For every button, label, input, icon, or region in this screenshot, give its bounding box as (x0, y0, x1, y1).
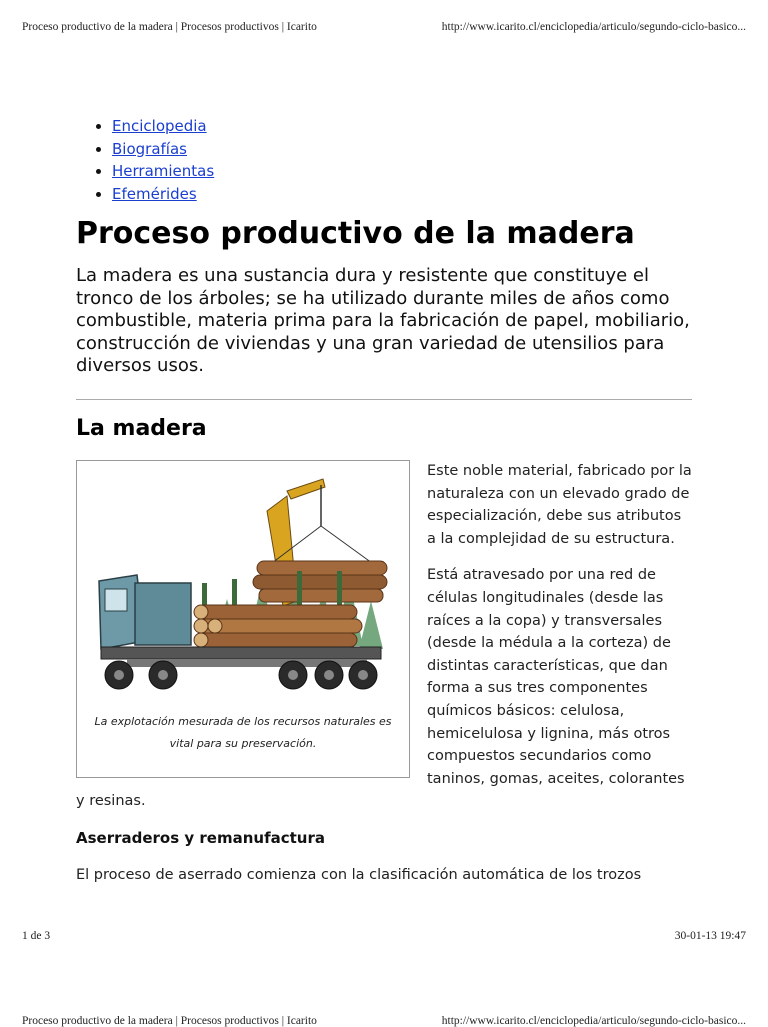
divider (76, 399, 692, 400)
section-title: La madera (76, 416, 207, 441)
print-page-title: Proceso productivo de la madera | Procesos productivos | Icarito (22, 1015, 317, 1027)
print-datetime: 30-01-13 19:47 (674, 930, 746, 942)
nav-item (112, 138, 214, 161)
print-url: http://www.icarito.cl/enciclopedia/articulo/segundo-ciclo-basico... (441, 1015, 746, 1027)
paragraph: El proceso de aserrado comienza con la clasificación automática de los trozos (76, 866, 642, 883)
nav-link-efemerides[interactable]: Efemérides (112, 184, 197, 203)
print-url: http://www.icarito.cl/enciclopedia/articulo/segundo-ciclo-basico... (441, 21, 746, 33)
nav-item (112, 115, 214, 138)
print-header (22, 21, 746, 33)
nav-link-biografias[interactable]: Biografías (112, 139, 187, 158)
subsection-title: Aserraderos y remanufactura (76, 828, 325, 847)
article-lead: La madera es una sustancia dura y resistente que constituye el tronco de los árboles; se ha utilizado durante miles de años como combustible, materia prima para la fabricación de papel, mobiliario, construcción de viviendas y una gran variedad de utensilios para diversos usos. (76, 265, 690, 376)
print-header-next-page (22, 1015, 746, 1027)
page-number: 1 de 3 (22, 930, 51, 942)
site-nav (92, 115, 214, 205)
print-page-title: Proceso productivo de la madera | Procesos productivos | Icarito (22, 21, 317, 33)
figure (76, 460, 410, 778)
figure-caption: La explotación mesurada de los recursos naturales es vital para su preservación. (94, 715, 392, 750)
paragraph: Este noble material, fabricado por la naturaleza con un elevado grado de especialización, debe sus atributos a la complejidad de su estructura. (427, 463, 692, 547)
print-footer (22, 930, 746, 942)
article-body (76, 460, 692, 900)
nav-item (112, 183, 214, 206)
logging-truck-illustration (97, 471, 389, 703)
paragraph: Está atravesado por una red de células longitudinales (desde las raíces a la copa) y transversales (desde la médula a la corteza) de distintas características, que dan forma a sus tres componentes químicos básicos: celulosa, hemicelulosa y lignina, más otros compuestos secundarios como taninos, gomas, aceites, colorantes y resinas. (76, 567, 685, 810)
nav-link-herramientas[interactable]: Herramientas (112, 162, 215, 180)
nav-item (112, 160, 214, 183)
nav-link-enciclopedia[interactable]: Enciclopedia (112, 117, 207, 135)
article-title: Proceso productivo de la madera (76, 216, 635, 251)
